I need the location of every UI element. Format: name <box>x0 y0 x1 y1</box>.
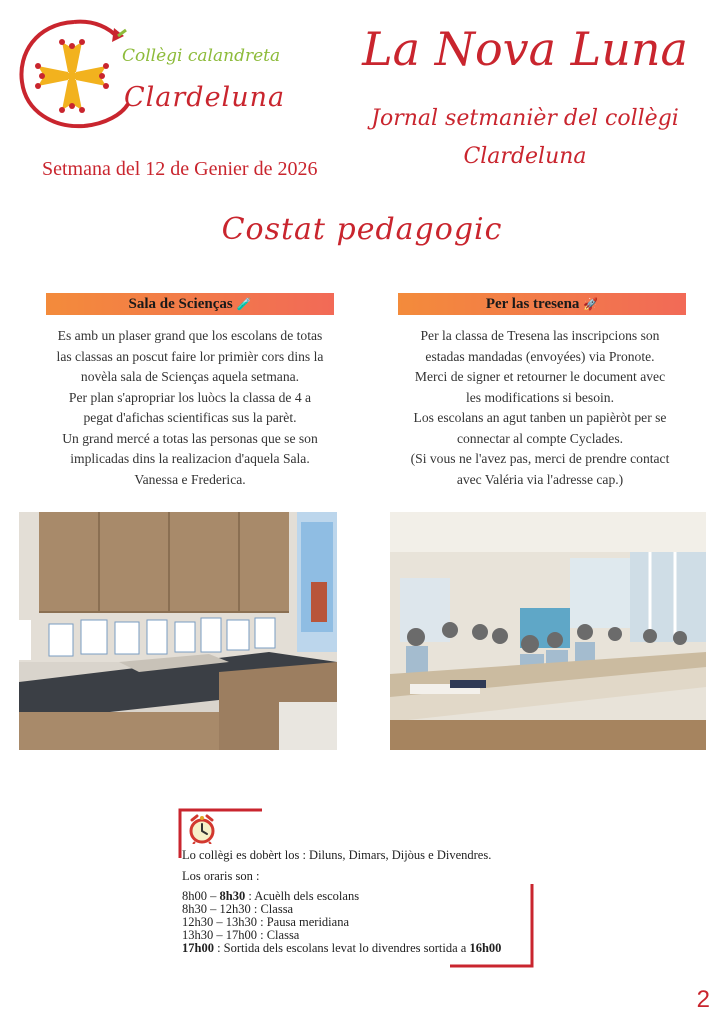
schedule-time-bold: 16h00 <box>469 941 502 955</box>
text-line: Es amb un plaser grand que los escolans de totas <box>57 328 323 343</box>
science-room-photo <box>19 512 337 750</box>
schedule-title: Los oraris son : <box>182 869 260 883</box>
text-line: Un grand mercé a totas las personas que se son <box>62 430 318 446</box>
schedule-desc: : Acuèlh dels escolans <box>245 889 360 903</box>
page-number: 2 <box>696 986 710 1013</box>
classroom-photo <box>390 512 706 750</box>
subtitle-line1: Jornal setmanièr del collègi <box>371 106 679 131</box>
third-year-heading: Per las tresena <box>485 296 580 312</box>
schedule-row: 8h30 – 12h30 : Classa <box>182 902 294 916</box>
schedule-row: 13h30 – 17h00 : Classa <box>182 928 300 942</box>
schedule-row <box>182 942 501 955</box>
third-year-text <box>370 326 710 490</box>
schedule-row: 12h30 – 13h30 : Pausa meridiana <box>182 915 349 929</box>
schedule-time: 8h00 – <box>182 889 220 903</box>
schedule-block <box>182 848 501 955</box>
science-room-banner <box>46 293 334 315</box>
text-line: Per la classa de Tresena las inscripcions son <box>420 328 660 343</box>
text-line: novèla sala de Scienças aquela setmana. <box>80 369 300 384</box>
test-tube-icon: 🧪 <box>236 297 252 311</box>
newspaper-title: La Nova Luna <box>362 22 688 76</box>
text-line: connectar al compte Cyclades. <box>456 430 624 446</box>
section-title: Costat pedagogic <box>221 212 503 247</box>
text-line: Vanessa e Frederica. <box>134 471 246 487</box>
text-line: Merci de signer et retourner le document avec <box>414 369 666 384</box>
text-line: Los escolans an agut tanben un papièròt per se <box>413 410 667 425</box>
week-date: Setmana del 12 de Genier de 2026 <box>42 158 318 180</box>
text-line: Per plan s'apropriar los luòcs la classa de 4 a <box>68 389 312 405</box>
logo-tagline: Collègi calandreta <box>122 46 281 66</box>
text-line: (Si vous ne l'avez pas, merci de prendre contact <box>410 451 670 466</box>
science-room-text <box>20 326 360 490</box>
text-line: las classas an poscut faire lor primièr cors dins la <box>56 348 324 364</box>
text-line: les modifications si besoin. <box>465 389 614 405</box>
schedule-desc: : Sortida dels escolans levat lo divendres sortida a <box>213 941 470 955</box>
alarm-clock-icon <box>188 814 216 848</box>
third-year-banner <box>398 293 686 315</box>
newspaper-subtitle <box>360 100 690 176</box>
text-line: avec Valéria via l'adresse cap.) <box>456 471 624 487</box>
schedule-time-bold: 8h30 <box>219 889 246 903</box>
science-room-heading: Sala de Scienças <box>128 296 233 312</box>
occitan-cross-logo-icon <box>14 14 284 134</box>
open-days: Lo collègi es dobèrt los : Diluns, Dimars, Dijòus e Divendres. <box>182 848 492 862</box>
subtitle-line2: Clardeluna <box>463 144 587 169</box>
schedule-time-bold: 17h00 <box>182 941 214 955</box>
text-line: estadas mandadas (envoyées) via Pronote. <box>425 348 655 364</box>
rocket-icon: 🚀 <box>583 297 599 311</box>
text-line: pegat d'afichas scientificas sus la parèt. <box>83 410 297 425</box>
text-line: implicadas dins la realizacion d'aquela Sala. <box>70 451 310 466</box>
logo-name: Clardeluna <box>124 82 286 113</box>
school-logo <box>14 14 284 134</box>
